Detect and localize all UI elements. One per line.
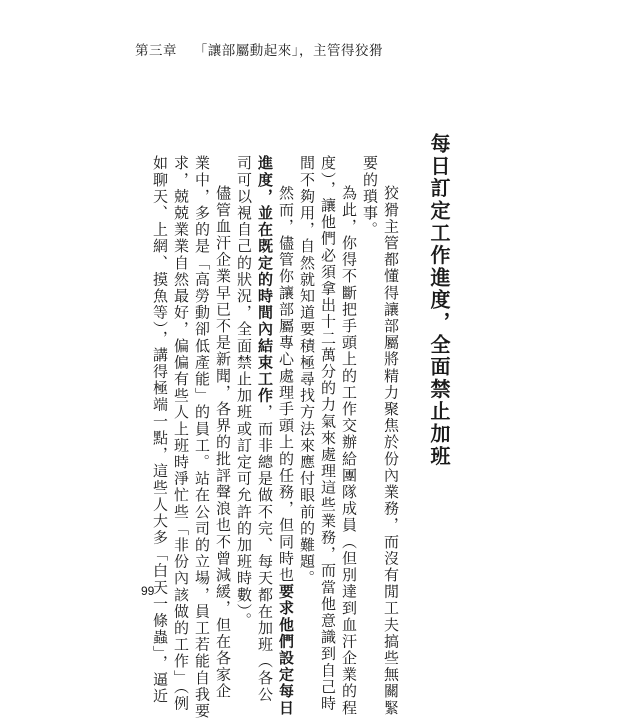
emphasis-text: 進度，並在既定的時間內結束工作 [256,155,274,404]
body-column [152,155,167,704]
paragraph-text: 儘管血汗企業早已不是新聞，各界的批評聲浪也不曾減緩，但在各家企 [214,185,232,700]
body-column [299,155,314,587]
body-column [278,155,293,716]
body-column [320,155,335,712]
body-column [194,155,209,719]
paragraph-text: 為此，你得不斷把手頭上的工作交辦給團隊成員（但別達到血汗企業的程 [340,185,358,717]
paragraph-text: 然而，儘管你讓部屬專心處理手頭上的任務，但同時也 [277,185,295,584]
paragraph-text: 間不夠用，自然就知道要積極尋找方法來應付眼前的難題。 [298,155,316,587]
body-column [341,155,356,716]
body-column [257,155,272,703]
paragraph-text: 狡猾主管都懂得讓部屬將精力聚焦於份內業務，而沒有閒工夫搞些無關緊 [382,185,400,717]
paragraph-text: 要的瑣事。 [361,155,379,238]
paragraph-text: 如聊天、上網、摸魚等），講得極端一點，這些人大多「白天一條蟲」，逼近 [151,155,169,705]
section-title: 每日訂定工作進度，全面禁止加班 [427,133,451,468]
body-column [383,155,398,716]
running-header [135,39,383,59]
body-column [173,155,188,712]
page-number: 99 [141,584,155,598]
paragraph-text: 求，兢兢業業自然最好，偏偏有些人上班時淨忙些「非份內該做的工作」（例 [172,155,190,712]
paragraph-text: 業中，多的是「高勞動卻低產能」的員工。站在公司的立場，員工若能自我要 [193,155,211,719]
body-column [236,155,251,629]
paragraph-text: 度），讓他們必須拿出十二萬分的力氣來處理這些業務，而當他意識到自己時 [319,155,337,712]
paragraph-text: 司可以視自己的狀況，全面禁止加班或訂定可允許的加班時數）。 [235,155,253,629]
chapter-label: 第三章 [135,43,177,59]
emphasis-text: 要求他們設定每日 [277,583,295,717]
paragraph-text: ，而非總是做不完、每天都在加班（各公 [256,404,274,703]
body-column [215,155,230,700]
chapter-title: 「讓部屬動起來」，主管得狡猾 [193,43,384,59]
body-column [362,155,377,238]
